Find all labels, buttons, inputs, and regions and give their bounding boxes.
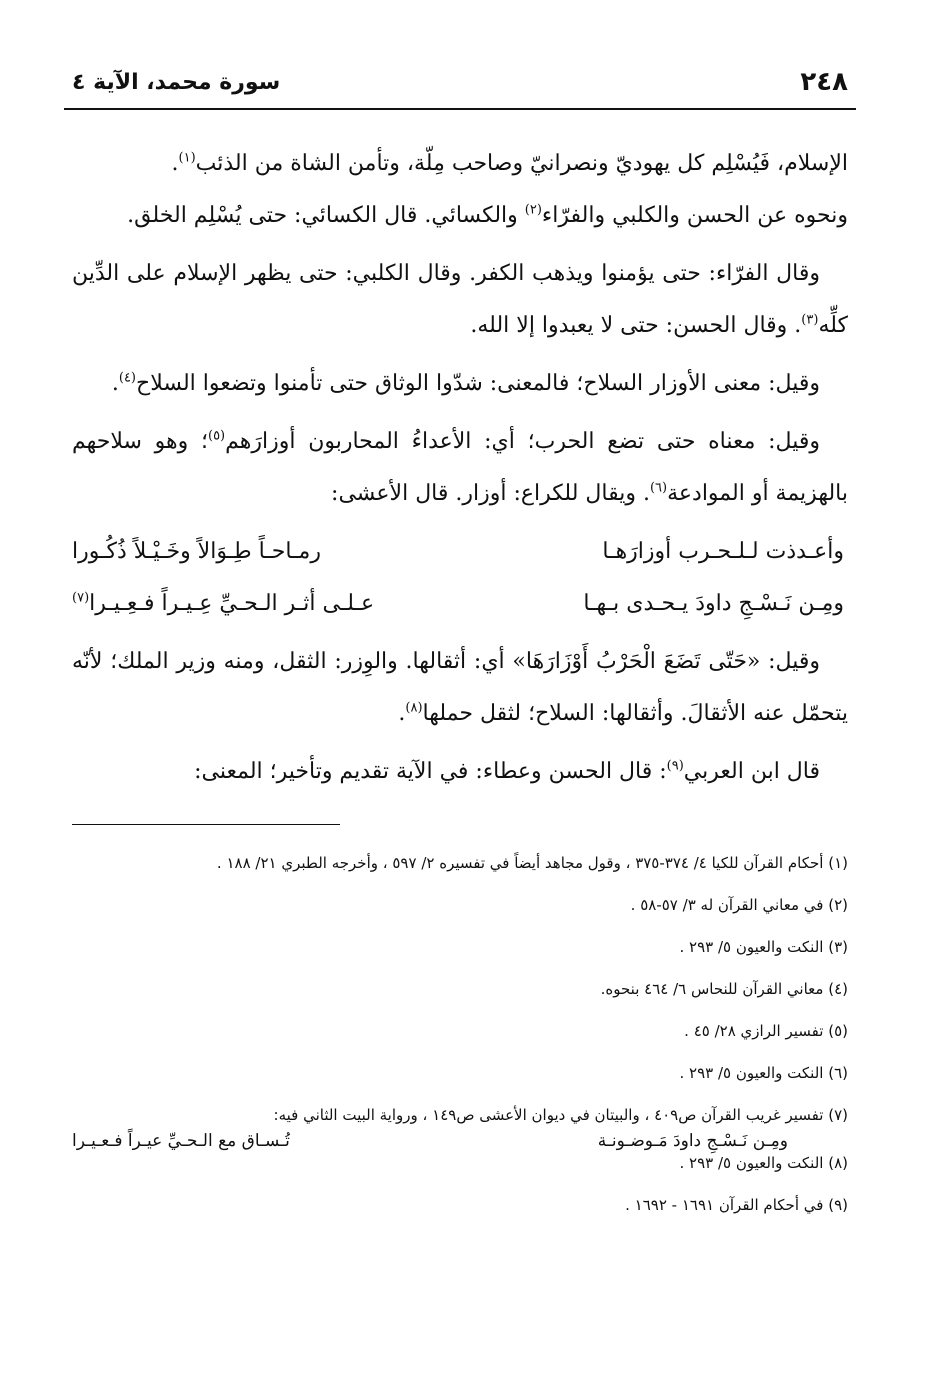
footnote-ref: (٨) xyxy=(405,700,423,716)
footnote: (٤) معاني القرآن للنحاس ٦/ ٤٦٤ بنحوه. xyxy=(600,980,848,998)
footnote-ref: (٦) xyxy=(649,480,668,496)
poem-verse xyxy=(72,578,848,630)
poem-verse xyxy=(72,526,848,578)
footnote-ref: (٣) xyxy=(801,312,819,328)
paragraph: وقال الفرّاء: حتى يؤمنوا ويذهب الكفر. وقال الكلبي: حتى يظهر الإسلام على الدِّين كلِّه$^{(٣)}$. وقال الحسن: حتى لا يعبدوا إلا الله. xyxy=(72,261,848,338)
running-head xyxy=(72,64,848,100)
verse-first-hemistich: ومِـن نَـسْـجِ داودَ مَـوضـونـة xyxy=(597,1131,788,1151)
footnote: (١) أحكام القرآن للكيا ٤/ ٣٧٤-٣٧٥ ، وقول مجاهد أيضاً في تفسيره ٢/ ٥٩٧ ، وأخرجه الطبري ٢١/ ١٨٨ . xyxy=(216,854,848,872)
footnote: (٩) في أحكام القرآن ١٦٩١ - ١٦٩٢ . xyxy=(625,1196,848,1214)
verse-first-hemistich: وأعـدذت لـلـحـرب أوزارَهـا xyxy=(602,539,844,564)
footnote-ref: (١) xyxy=(178,150,196,166)
verse-first-hemistich: ومِـن نَـسْـجِ داودَ يـحـدى بـهـا xyxy=(583,591,844,616)
running-title: سورة محمد، الآية ٤ xyxy=(72,69,281,95)
footnote: (٦) النكت والعيون ٥/ ٢٩٣ . xyxy=(679,1064,848,1082)
verse-second-hemistich: تُـسـاق مع الـحـيِّ عيـراً فـعـيـرا xyxy=(72,1131,290,1151)
footnote: (٢) في معاني القرآن له ٣/ ٥٧-٥٨ . xyxy=(630,896,848,914)
paragraph: وقيل: معناه حتى تضع الحرب؛ أي: الأعداءُ المحاربون أوزارَهم$^{(٥)}$؛ وهو سلاحهم بالهزيمة أو الموادعة$^{(٦)}$. ويقال للكراع: أوزار. قال الأعشى: xyxy=(72,428,848,506)
paragraph: قال ابن العربي$^{(٩)}$: قال الحسن وعطاء: في الآية تقديم وتأخير؛ المعنى: xyxy=(194,758,820,784)
footnote: (٨) النكت والعيون ٥/ ٢٩٣ . xyxy=(679,1154,848,1172)
footnote: (٥) تفسير الرازي ٢٨/ ٤٥ . xyxy=(684,1022,848,1040)
page-number: ٢٤٨ xyxy=(800,67,848,97)
footnote-ref: (٩) xyxy=(666,758,684,774)
verse-second-hemistich: رمـاحـاً طِـوَالاً وخَـيْـلاً ذُكُـورا xyxy=(72,539,321,564)
footnote-separator xyxy=(72,824,340,825)
paragraph: وقيل: معنى الأوزار السلاح؛ فالمعنى: شدّوا الوثاق حتى تأمنوا وتضعوا السلاح$^{(٤)}$. xyxy=(111,370,820,396)
book-page xyxy=(72,0,848,1383)
verse-second-hemistich: عـلـى أثـر الـحـيِّ عِـيـراً فـعِـيـرا$^{(٧)}$ xyxy=(72,590,375,616)
footnote: (٣) النكت والعيون ٥/ ٢٩٣ . xyxy=(679,938,848,956)
paragraph: الإسلام، فَيُسْلِم كل يهوديّ ونصرانيّ وصاحب مِلّة، وتأمن الشاة من الذئب$^{(١)}$. ونحوه عن الحسن والكلبي والفرّاء$^{(٢)}$ والكسائي. قال الكسائي: حتى يُسْلِم الخلق. xyxy=(127,150,848,228)
header-rule xyxy=(64,108,856,110)
footnote: (٧) تفسير غريب القرآن ص٤٠٩ ، والبيتان في ديوان الأعشى ص١٤٩ ، ورواية البيت الثاني فيه: xyxy=(273,1106,848,1124)
footnote-ref: (٧) xyxy=(72,590,90,606)
footnote-ref: (٢) xyxy=(524,202,542,218)
footnote-ref: (٤) xyxy=(118,370,136,386)
footnote-ref: (٥) xyxy=(207,428,226,444)
paragraph: وقيل: «حَتّى تَضَعَ الْحَرْبُ أَوْزَارَهَا» أي: أثقالها. والوِزر: الثقل، ومنه وزير الملك؛ لأنّه يتحمّل عنه الأثقالَ. وأثقالها: السلاح؛ لثقل حملها$^{(٨)}$. xyxy=(72,649,848,726)
main-text xyxy=(72,138,848,804)
footnotes xyxy=(72,848,848,1232)
